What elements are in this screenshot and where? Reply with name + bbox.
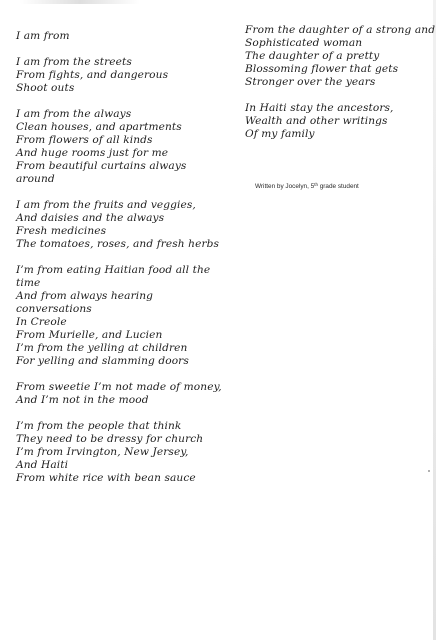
poem-line: From flowers of all kinds: [16, 134, 153, 146]
poem-line: I am from the fruits and veggies,: [16, 199, 196, 211]
poem-line: I’m from the people that think: [16, 420, 182, 432]
poem-left-column: [16, 30, 228, 498]
poem-line: From sweetie I’m not made of money,: [16, 381, 222, 393]
scan-speck: [428, 470, 430, 472]
stanza: [16, 56, 228, 95]
poem-line: From Murielle, and Lucien: [16, 329, 163, 341]
poem-line: Wealth and other writings: [245, 115, 388, 127]
poem-title: I am from: [16, 30, 70, 42]
right-stanzas: [245, 24, 435, 141]
poem-line: I’m from the yelling at children: [16, 342, 188, 354]
poem-line: In Creole: [16, 316, 67, 328]
poem-line: The daughter of a pretty: [245, 50, 380, 62]
poem-line: I’m from eating Haitian food all the: [16, 264, 211, 276]
poem-line: Shoot outs: [16, 82, 75, 94]
stanza: [16, 199, 228, 251]
credit-prefix: Written by Jocelyn, 5: [255, 183, 315, 190]
credit-ordinal: th: [314, 182, 318, 187]
poem-line: And Haiti: [16, 459, 69, 471]
poem-line: And from always hearing: [16, 290, 154, 302]
poem-line: Fresh medicines: [16, 225, 107, 237]
left-stanzas: [16, 56, 228, 485]
poem-line: And daisies and the always: [16, 212, 165, 224]
poem-line: Blossoming flower that gets: [245, 63, 399, 75]
poem-line: From fights, and dangerous: [16, 69, 169, 81]
poem-line: And huge rooms just for me: [16, 147, 169, 159]
poem-line: They need to be dressy for church: [16, 433, 204, 445]
poem-line: For yelling and slamming doors: [16, 355, 189, 367]
poem-line: In Haiti stay the ancestors,: [245, 102, 394, 114]
stanza: [16, 264, 228, 368]
poem-line: I’m from Irvington, New Jersey,: [16, 446, 189, 458]
stanza: [245, 102, 435, 141]
stanza: [16, 381, 228, 407]
poem-line: Sophisticated woman: [245, 37, 363, 49]
author-credit: [255, 182, 359, 190]
poem-line: From white rice with bean sauce: [16, 472, 196, 484]
stanza: [16, 420, 228, 485]
poem-line: I am from the streets: [16, 56, 132, 68]
scan-smudge: [20, 0, 140, 4]
stanza: [16, 108, 228, 186]
poem-line: Of my family: [245, 128, 315, 140]
poem-right-column: [245, 24, 435, 154]
poem-line: Clean houses, and apartments: [16, 121, 182, 133]
poem-line: And I’m not in the mood: [16, 394, 149, 406]
poem-line: I am from the always: [16, 108, 132, 120]
poem-line: From beautiful curtains always: [16, 160, 187, 172]
poem-line: The tomatoes, roses, and fresh herbs: [16, 238, 220, 250]
poem-line: around: [16, 173, 55, 185]
poem-line: Stronger over the years: [245, 76, 376, 88]
poem-line: From the daughter of a strong and: [245, 24, 436, 36]
poem-line: conversations: [16, 303, 92, 315]
poem-line: time: [16, 277, 41, 289]
stanza: [245, 24, 435, 89]
credit-suffix: grade student: [317, 183, 359, 190]
